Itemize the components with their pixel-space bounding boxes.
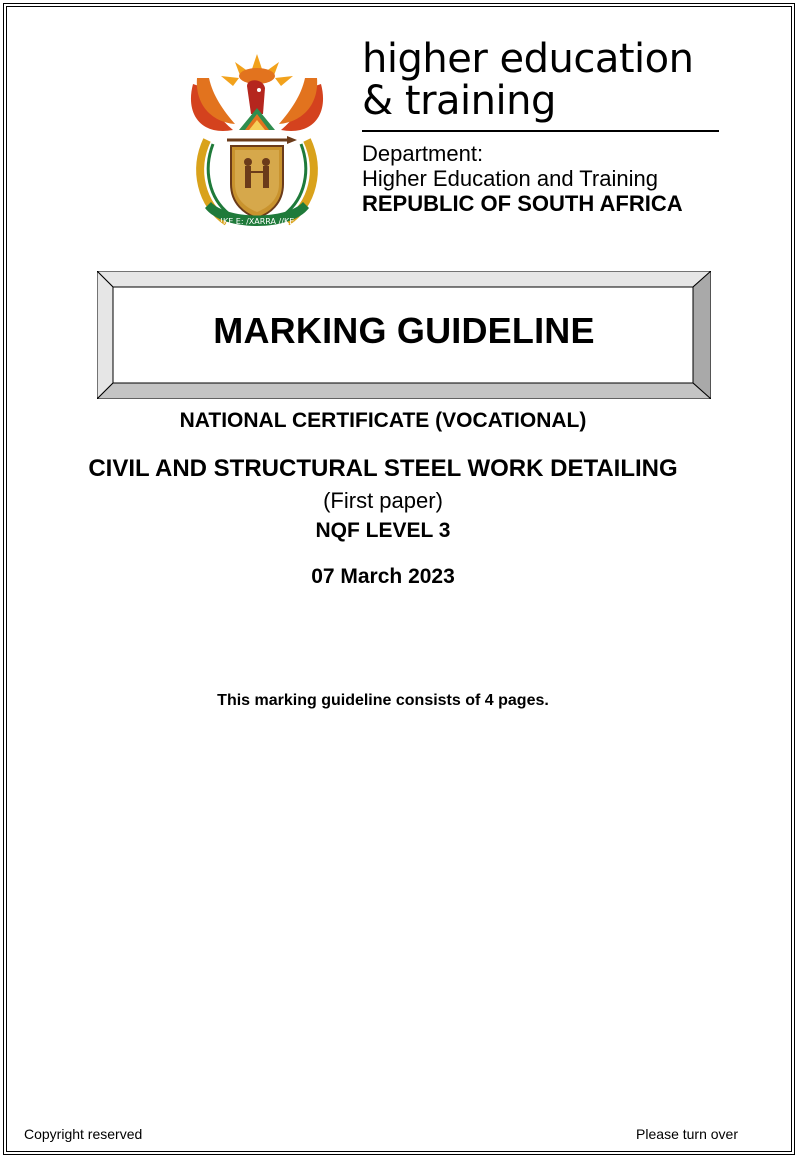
department-name: Higher Education and Training	[362, 166, 658, 191]
department-wordmark	[362, 38, 742, 122]
document-type-title: MARKING GUIDELINE	[213, 310, 595, 351]
department-details	[362, 141, 683, 216]
wordmark-line-1: higher education	[362, 36, 694, 82]
coat-of-arms-emblem	[183, 44, 331, 236]
title-frame	[97, 271, 711, 399]
department-label: Department:	[362, 141, 484, 166]
footer-turn-over: Please turn over	[636, 1126, 738, 1142]
exam-date: 07 March 2023	[311, 565, 455, 588]
paper-number: (First paper)	[323, 488, 443, 513]
coat-of-arms-motto: !KE E: /XARRA //KE	[219, 217, 295, 226]
certificate-title: NATIONAL CERTIFICATE (VOCATIONAL)	[179, 409, 587, 432]
wordmark-rule	[362, 130, 719, 132]
page-count-note: This marking guideline consists of 4 pages.	[217, 692, 549, 709]
wordmark-line-2: & training	[362, 78, 556, 124]
subject-title: CIVIL AND STRUCTURAL STEEL WORK DETAILING	[88, 455, 678, 482]
footer-copyright: Copyright reserved	[24, 1126, 143, 1142]
country-name: REPUBLIC OF SOUTH AFRICA	[362, 191, 683, 216]
nqf-level: NQF LEVEL 3	[315, 519, 451, 542]
